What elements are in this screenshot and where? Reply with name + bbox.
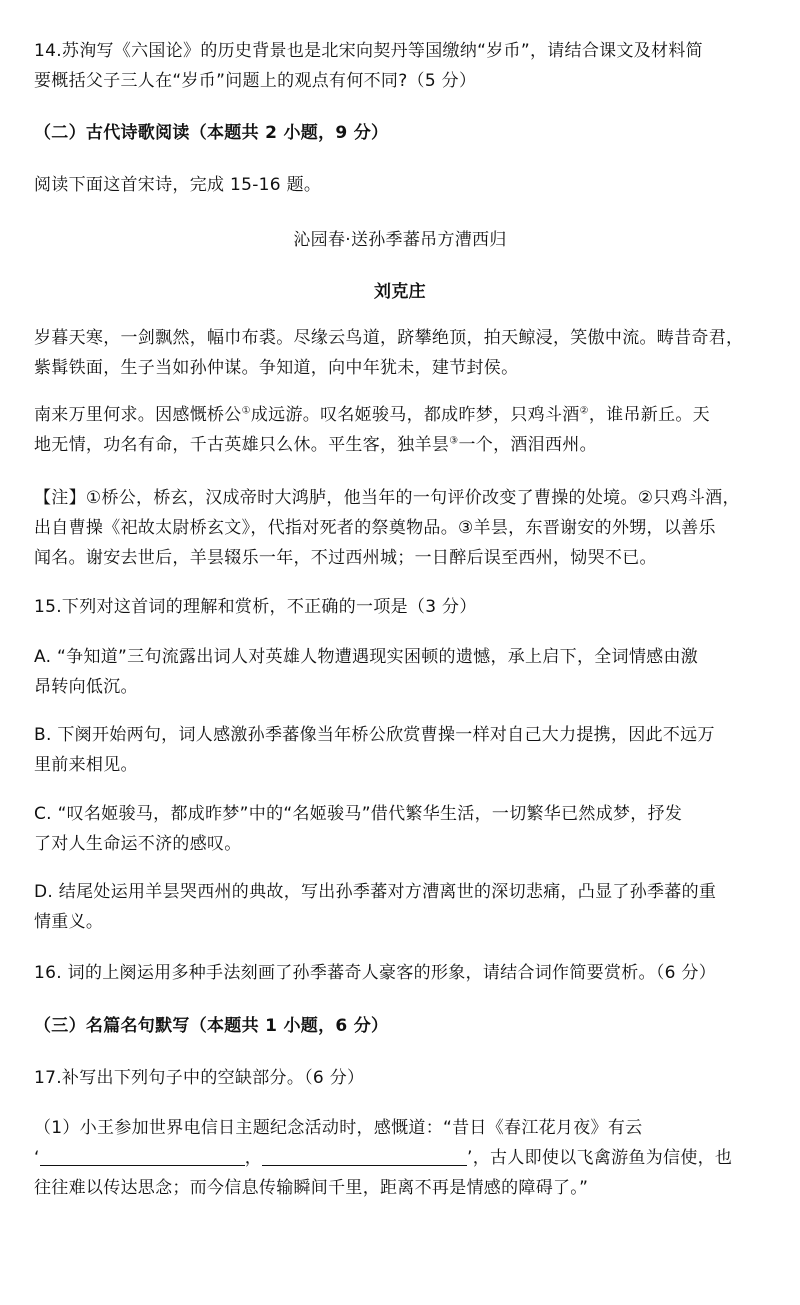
answer-blank-1[interactable] <box>40 1147 245 1166</box>
q17-part-1-line-1: （1）小王参加世界电信日主题纪念活动时，感慨道：“昔日《春江花月夜》有云 <box>34 1118 643 1138</box>
note-mark-1: ① <box>241 405 251 417</box>
q14-line-1: 14.苏洵写《六国论》的历史背景也是北宋向契丹等国缴纳“岁币”，请结合课文及材料简 <box>34 41 703 61</box>
notes-line-3: 闻名。谢安去世后，羊昙辍乐一年，不过西州城；一日醉后误至西州，恸哭不已。 <box>34 548 657 568</box>
poem-title: 沁园春·送孙季蕃吊方漕西归 <box>293 230 507 250</box>
question-15-stem: 15.下列对这首词的理解和赏析，不正确的一项是（3 分） <box>34 597 477 617</box>
notes-line-1: 【注】①桥公，桥玄，汉成帝时大鸿胪，他当年的一句评价改变了曹操的处境。②只鸡斗酒， <box>34 488 740 508</box>
q14-line-2: 要概括父子三人在“岁币”问题上的观点有何不同?（5 分） <box>34 71 477 91</box>
poem-author: 刘克庄 <box>374 282 426 302</box>
stanza-2-line-2: 地无情，功名有命，千古英雄只么休。平生客，独羊昙③一个，酒泪西州。 <box>34 435 597 455</box>
q15-option-d: D. 结尾处运用羊昙哭西州的典故，写出孙季蕃对方漕离世的深切悲痛，凸显了孙季蕃的重 情重义。 <box>34 882 717 932</box>
section-3-heading: （三）名篇名句默写（本题共 1 小题，6 分） <box>34 1016 389 1036</box>
answer-blank-2[interactable] <box>262 1147 467 1166</box>
stanza-2-line-1: 南来万里何求。因感慨桥公①成远游。叹名姬骏马，都成昨梦，只鸡斗酒②，谁吊新丘。天 <box>34 405 710 425</box>
q17-part-1 <box>34 1113 770 1203</box>
section-2-heading: （二）古代诗歌阅读（本题共 2 小题，9 分） <box>34 123 389 143</box>
q15-option-c: C. “叹名姬骏马，都成昨梦”中的“名姬骏马”借代繁华生活，一切繁华已然成梦，抒发 了对人生命运不济的感叹。 <box>34 804 683 854</box>
stanza-1-line-2: 紫髯铁面，生子当如孙仲谋。争知道，向中年犹未，建节封侯。 <box>34 358 519 378</box>
note-mark-2: ② <box>579 405 589 417</box>
question-16: 16. 词的上阕运用多种手法刻画了孙季蕃奇人豪客的形象，请结合词作简要赏析。（6 分） <box>34 963 717 983</box>
reading-instruction: 阅读下面这首宋诗，完成 15-16 题。 <box>34 175 322 195</box>
poem-stanza-2 <box>34 400 770 460</box>
poem-notes <box>34 483 770 573</box>
q17-part-1-line-3: 往往难以传达思念；而今信息传输瞬间千里，距离不再是情感的障碍了。” <box>34 1178 589 1198</box>
notes-line-2: 出自曹操《祀故太尉桥玄文》，代指对死者的祭奠物品。③羊昙，东晋谢安的外甥，以善乐 <box>34 518 716 538</box>
poem-stanza-1 <box>34 323 770 383</box>
question-14 <box>34 36 770 96</box>
question-17-stem: 17.补写出下列句子中的空缺部分。（6 分） <box>34 1068 365 1088</box>
stanza-1-line-1: 岁暮天寒，一剑飘然，幅巾布裘。尽缘云鸟道，跻攀绝顶，拍天鲸浸，笑傲中流。畴昔奇君， <box>34 328 744 348</box>
q17-part-1-line-2: ‘ ， ’，古人即使以飞禽游鱼为信使，也 <box>34 1148 733 1168</box>
q15-option-a: A. “争知道”三句流露出词人对英雄人物遭遇现实困顿的遗憾，承上启下，全词情感由激 昂转向低沉。 <box>34 647 699 697</box>
q15-option-b: B. 下阕开始两句，词人感激孙季蕃像当年桥公欣赏曹操一样对自己大力提携，因此不远万 里前来相见。 <box>34 725 715 775</box>
note-mark-3: ③ <box>449 435 459 447</box>
